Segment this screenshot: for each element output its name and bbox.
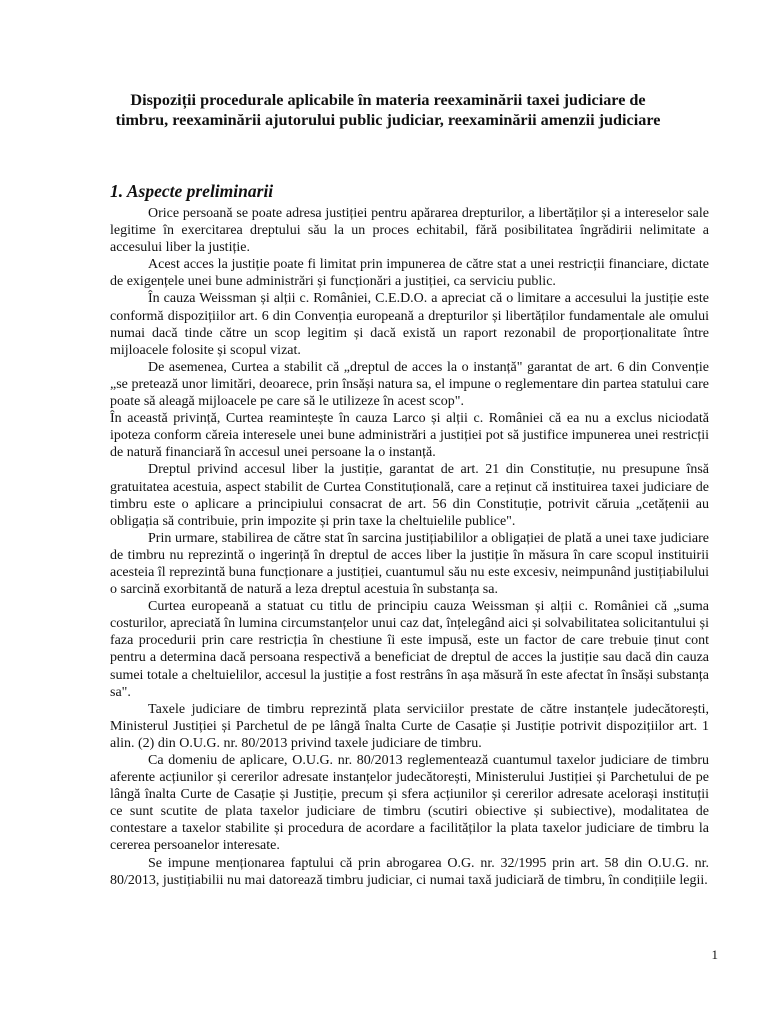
paragraph: Orice persoană se poate adresa justiției pentru apărarea drepturilor, a libertăților și a intereselor sale legitime în exercitarea dreptului său la un proces echitabil, fără posibilitatea îngrădirii nelimitate a accesului liber la justiție. <box>110 206 709 256</box>
section-heading: 1. Aspecte preliminarii <box>110 181 274 201</box>
paragraph: Acest acces la justiție poate fi limitat prin impunerea de către stat a unei restricții financiare, dictate de exigențele unei bune administrări și funcționări a justiției, ca serviciu public. <box>110 257 709 290</box>
document-body <box>110 205 709 889</box>
paragraph: În această privință, Curtea reamintește în cauza Larco și alții c. României că ea nu a exclus niciodată ipoteza conform căreia interesele unei bune administrări a justiției pot să justifice impunerea unei restricții de natură financiară în accesul unei persoane la o instanță. <box>110 411 709 461</box>
page-number: 1 <box>711 947 718 962</box>
paragraph: Ca domeniu de aplicare, O.U.G. nr. 80/2013 reglementează cuantumul taxelor judiciare de timbru aferente acțiunilor și cererilor adresate instanțelor judecătorești, Ministerului Justiției și Parchetului de pe lângă înalta Curte de Casație și Justiție, precum și sfera acțiunilor și cererilor adresate acelorași instituții ce sunt scutite de plata taxelor judiciare de timbru (scutiri obiective și subiective), modalitatea de contestare a taxelor stabilite și procedura de acordare a facilităților la plata taxelor judiciare de timbru la cererea persoanelor interesate. <box>110 753 709 854</box>
paragraph: În cauza Weissman și alții c. României, C.E.D.O. a apreciat că o limitare a accesului la justiție este conformă dispozițiilor art. 6 din Convenția europeană a drepturilor și libertăților fundamentale ale omului numai dacă tinde către un scop legitim și dacă există un raport rezonabil de proporționalitate între mijloacele folosite și scopul vizat. <box>110 291 709 358</box>
document-title: Dispoziții procedurale aplicabile în materia reexaminării taxei judiciare de timbru, reexaminării ajutorului public judiciar, reexaminării amenzii judiciare <box>115 91 661 129</box>
paragraph: Se impune menționarea faptului că prin abrogarea O.G. nr. 32/1995 prin art. 58 din O.U.G. nr. 80/2013, justițiabilii nu mai datorează timbru judiciar, ci numai taxă judiciară de timbru, în condițiile legii. <box>110 855 709 888</box>
paragraph: De asemenea, Curtea a stabilit că „dreptul de acces la o instanță" garantat de art. 6 din Convenție „se pretează unor limitări, deoarece, prin însăși natura sa, el impune o reglementare din partea statului care poate să aleagă mijloacele pe care să le utilizeze în acest scop". <box>110 359 709 410</box>
paragraph: Taxele judiciare de timbru reprezintă plata serviciilor prestate de către instanțele judecătorești, Ministerul Justiției și Parchetul de pe lângă înalta Curte de Casație și Justiție potrivit dispozițiilor art. 1 alin. (2) din O.U.G. nr. 80/2013 privind taxele judiciare de timbru. <box>110 701 709 751</box>
paragraph: Dreptul privind accesul liber la justiție, garantat de art. 21 din Constituție, nu presupune însă gratuitatea acestuia, aspect stabilit de Curtea Constituțională, care a reținut că instituirea taxei judiciare de timbru este o aplicare a principiului consacrat de art. 56 din Constituție, potrivit căruia „cetățenii au obligația să contribuie, prin impozite și prin taxe la cheltuielile publice". <box>110 462 709 529</box>
paragraph: Curtea europeană a statuat cu titlu de principiu cauza Weissman și alții c. României că „suma costurilor, apreciată în lumina circumstanțelor unui caz dat, înțelegând aici și solvabilitatea solicitantului și faza procedurii prin care restricția în chestiune îi este impusă, este un factor de care trebuie ținut cont pentru a determina dacă persoana respectivă a beneficiat de dreptul de acces la justiție sau dacă din cauza sumei totale a cheltuielilor, accesul la justiție a fost restrâns în așa măsură în este afectat în însăși substanța sa". <box>110 599 709 700</box>
paragraph: Prin urmare, stabilirea de către stat în sarcina justițiabililor a obligației de plată a unei taxe judiciare de timbru nu reprezintă o ingerință în dreptul de acces liber la justiție în măsura în care scopul instituirii acesteia îl reprezintă buna funcționare a justiției, cuantumul său nu este excesiv, neimpunând justițiabilului o sarcină exorbitantă de natură a leza dreptul acestuia în substanța sa. <box>110 530 709 598</box>
